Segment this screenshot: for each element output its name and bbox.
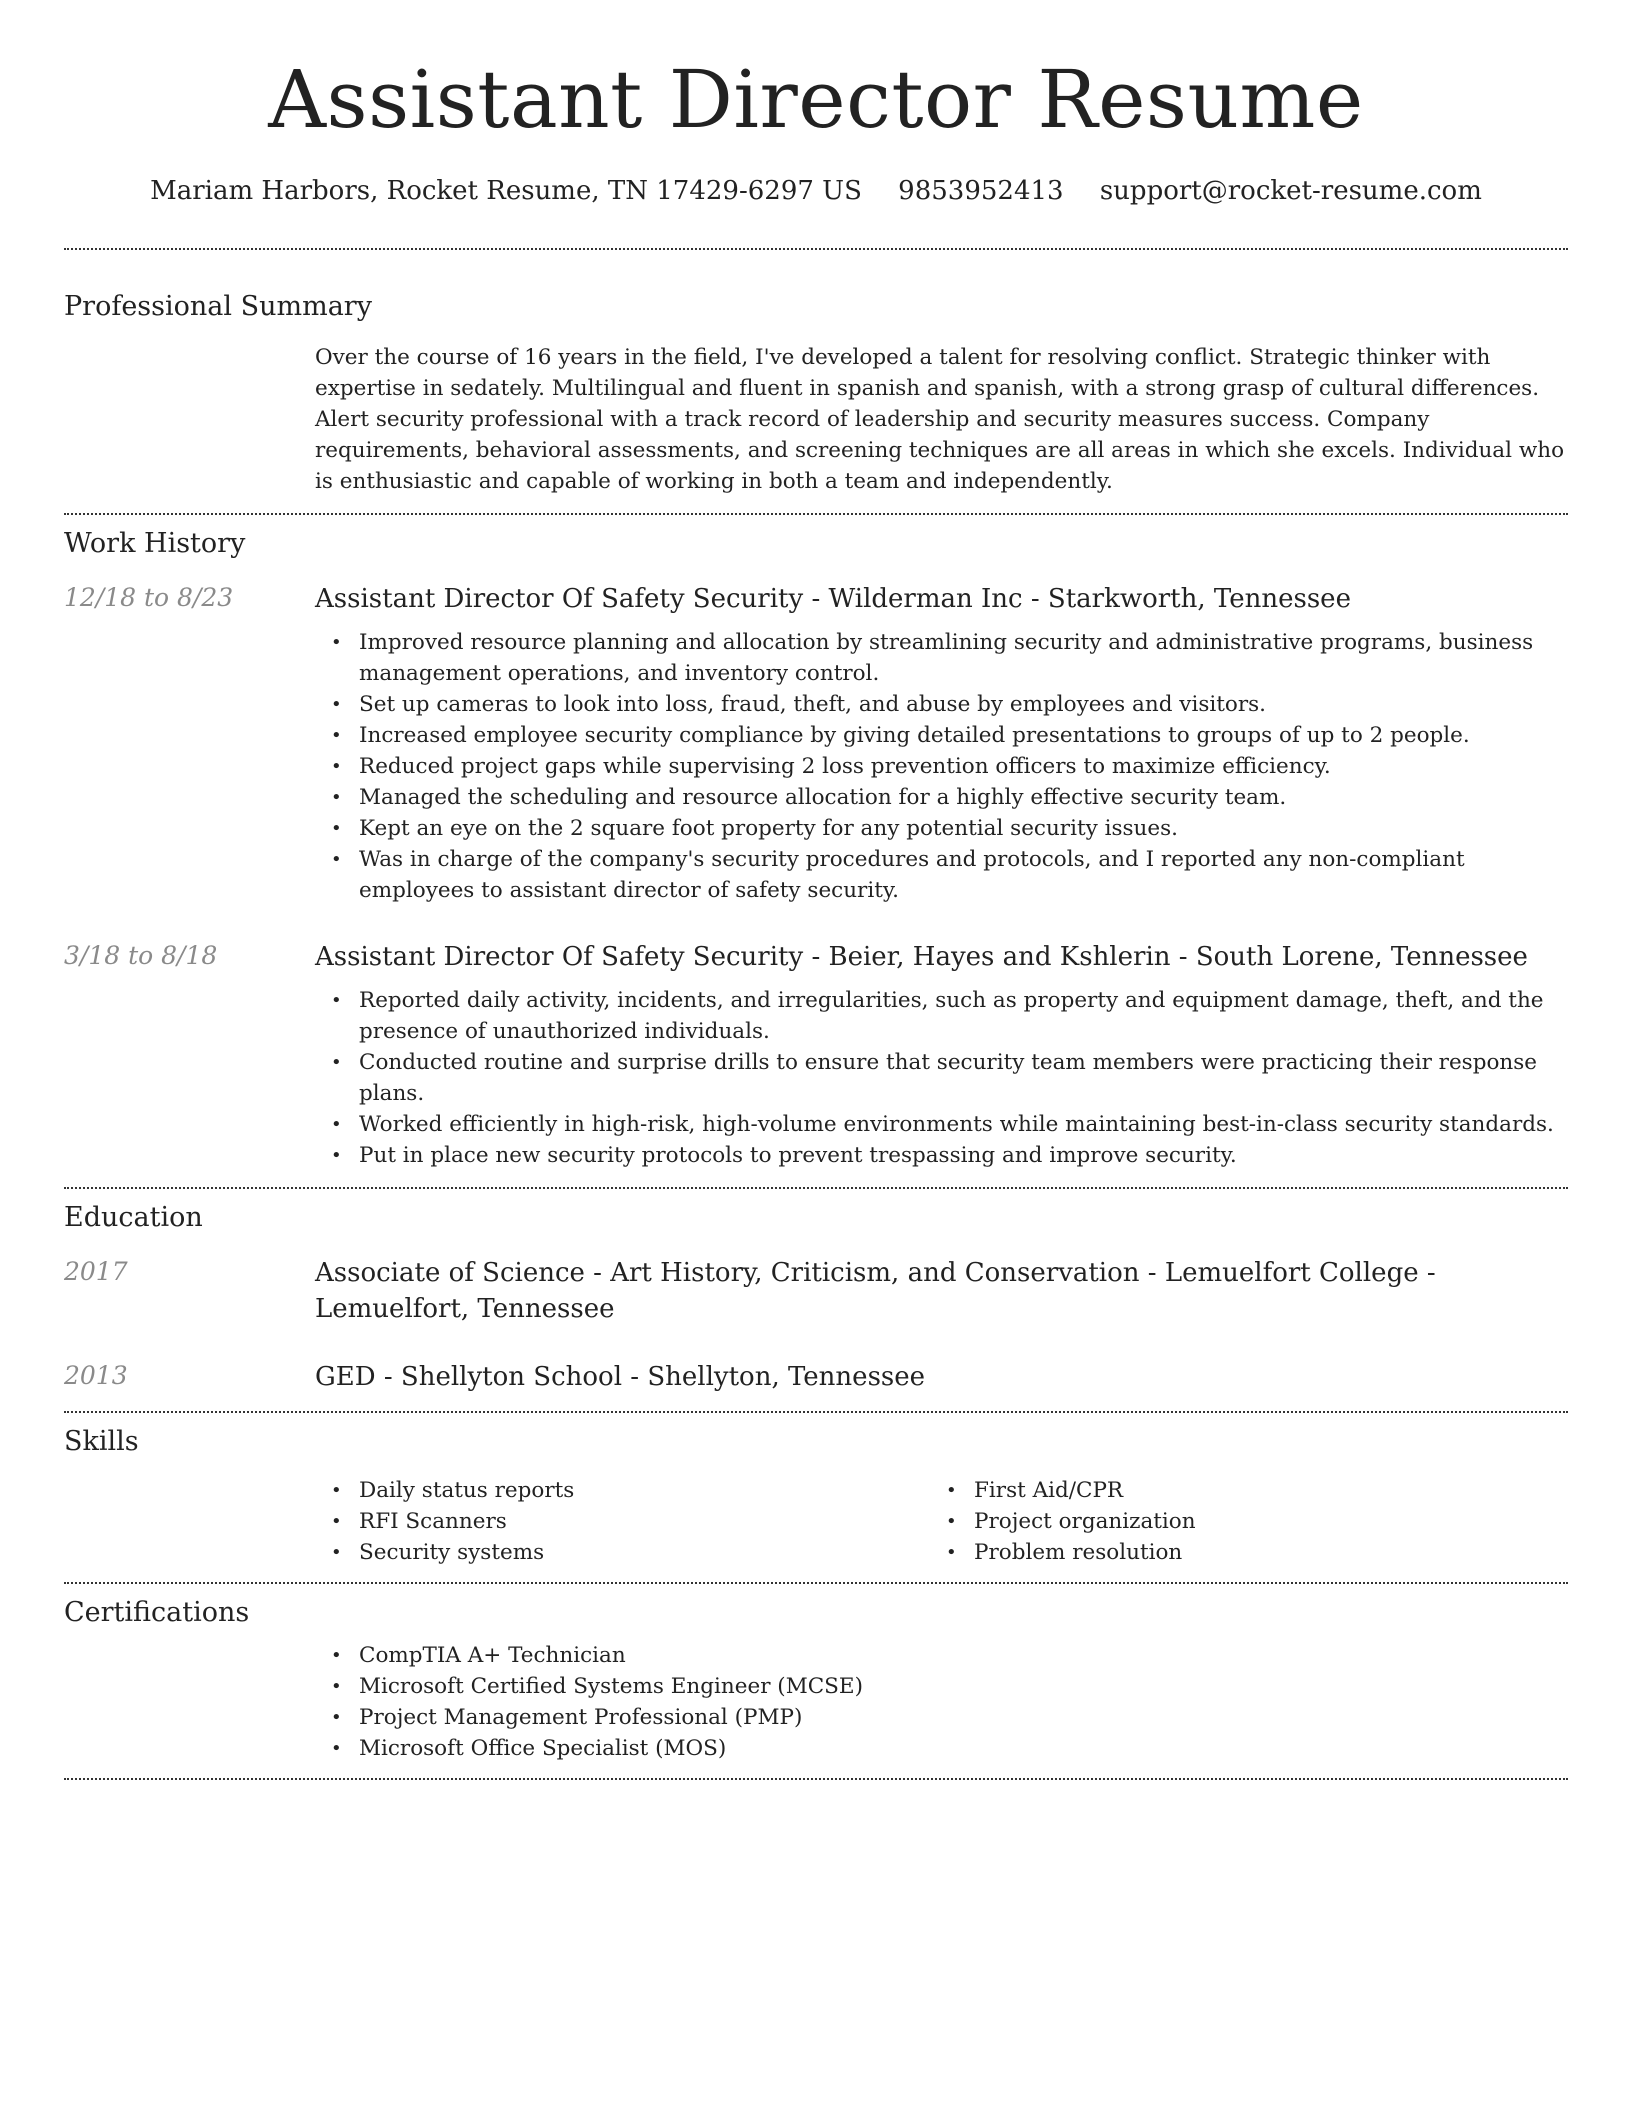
contact-address: Mariam Harbors, Rocket Resume, TN 17429-6297 US [150,176,862,206]
education-title: Associate of Science - Art History, Criticism, and Conservation - Lemuelfort College - Lemuelfort, Tennessee [315,1258,1436,1324]
contact-email: support@rocket-resume.com [1099,176,1482,206]
education-section [64,1201,1568,1395]
job-entry [64,939,1568,1171]
education-year: 2013 [64,1361,128,1390]
skills-list-left [315,1475,930,1568]
education-entry [64,1255,1568,1327]
list-item: • Improved resource planning and allocation by streamlining security and administrative programs, business management operations, and inventory control. [315,627,1568,689]
divider [64,1778,1568,1780]
education-title: GED - Shellyton School - Shellyton, Tennessee [315,1362,926,1392]
job-title: Assistant Director Of Safety Security - Wilderman Inc - Starkworth, Tennessee [315,584,1351,614]
resume-page [64,0,1568,1780]
summary-section [64,290,1568,497]
list-item: • Project Management Professional (PMP) [315,1702,1568,1733]
summary-text: Over the course of 16 years in the field, I've developed a talent for resolving conflict. Strategic thinker with expertise in sedately. Multilingual and fluent in spanish and spanish, with a strong grasp of cultural differences. Alert security professional with a track record of leadership and security measures success. Company requirements, behavioral assessments, and screening techniques are all areas in which she excels. Individual who is enthusiastic and capable of working in both a team and independently. [315,345,1565,494]
list-item: • Increased employee security compliance by giving detailed presentations to groups of up to 2 people. [315,720,1568,751]
list-item: • Kept an eye on the 2 square foot property for any potential security issues. [315,813,1568,844]
divider [64,1411,1568,1413]
resume-title: Assistant Director Resume [268,53,1364,146]
divider [64,513,1568,515]
list-item: • Managed the scheduling and resource allocation for a highly effective security team. [315,782,1568,813]
list-item: • RFI Scanners [315,1506,930,1537]
list-item: • Put in place new security protocols to prevent trespassing and improve security. [315,1140,1568,1171]
list-item: • Microsoft Certified Systems Engineer (MCSE) [315,1671,1568,1702]
skills-section [64,1425,1568,1568]
list-item: • Reported daily activity, incidents, and irregularities, such as property and equipment damage, theft, and the presence of unauthorized individuals. [315,985,1568,1047]
job-entry [64,581,1568,906]
list-item: • Worked efficiently in high-risk, high-volume environments while maintaining best-in-class security standards. [315,1109,1568,1140]
list-item: • Was in charge of the company's security procedures and protocols, and I reported any non-compliant employees to assistant director of safety security. [315,844,1568,906]
certifications-heading: Certifications [64,1597,250,1628]
list-item: • Set up cameras to look into loss, fraud, theft, and abuse by employees and visitors. [315,689,1568,720]
work-heading: Work History [64,528,246,559]
divider [64,1582,1568,1584]
list-item: • Project organization [930,1506,1545,1537]
list-item: • Problem resolution [930,1537,1545,1568]
education-heading: Education [64,1202,203,1233]
certifications-section [64,1596,1568,1764]
education-entry [64,1359,1568,1395]
job-title: Assistant Director Of Safety Security - Beier, Hayes and Kshlerin - South Lorene, Tennessee [315,942,1528,972]
job-bullets [315,985,1568,1171]
education-year: 2017 [64,1257,128,1286]
contact-phone: 9853952413 [898,176,1064,206]
divider [64,248,1568,250]
job-bullets [315,627,1568,906]
list-item: • Conducted routine and surprise drills to ensure that security team members were practicing their response plans. [315,1047,1568,1109]
list-item: • Daily status reports [315,1475,930,1506]
list-item: • Microsoft Office Specialist (MOS) [315,1733,1568,1764]
list-item: • CompTIA A+ Technician [315,1640,1568,1671]
work-section [64,527,1568,1171]
list-item: • First Aid/CPR [930,1475,1545,1506]
job-dates: 12/18 to 8/23 [64,583,234,612]
certifications-list [315,1640,1568,1764]
summary-heading: Professional Summary [64,291,372,322]
divider [64,1187,1568,1189]
list-item: • Reduced project gaps while supervising 2 loss prevention officers to maximize efficiency. [315,751,1568,782]
list-item: • Security systems [315,1537,930,1568]
skills-list-right [930,1475,1545,1568]
skills-heading: Skills [64,1426,139,1457]
contact-line [64,174,1568,208]
job-dates: 3/18 to 8/18 [64,941,218,970]
